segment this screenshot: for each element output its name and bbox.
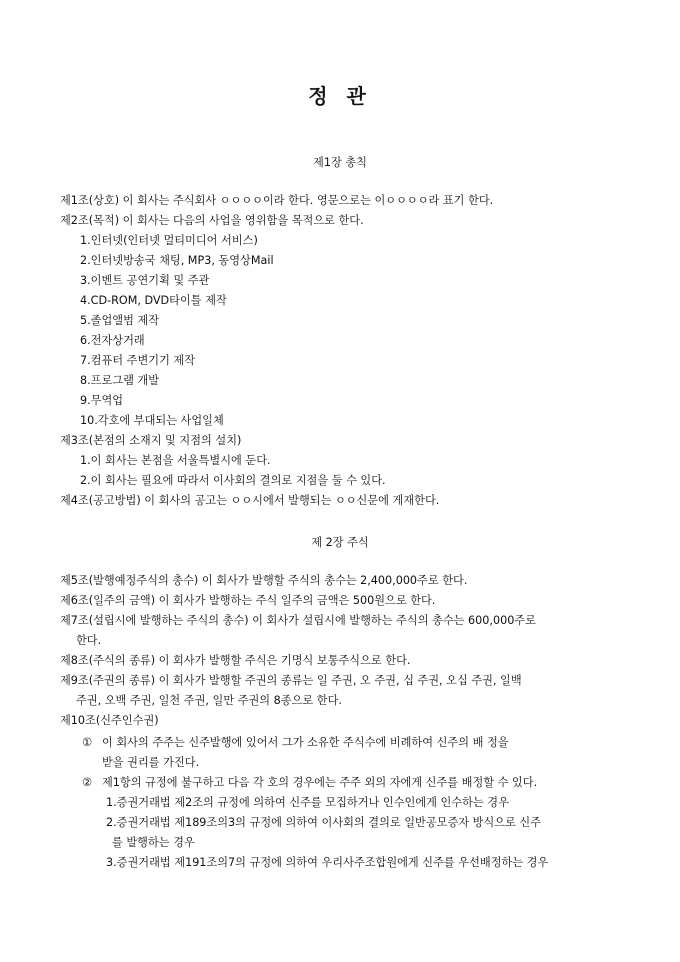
article-6: 제6조(일주의 금액) 이 회사가 발행하는 주식 일주의 금액은 500원으로 한다. <box>60 594 436 607</box>
article-10-subitem-3: 3.증권거래법 제191조의7의 규정에 의하여 우리사주조합원에게 신주를 우선배정하는 경우 <box>106 856 549 869</box>
circled-two-marker: ② <box>82 776 93 789</box>
article-2-item: 9.무역업 <box>80 394 124 407</box>
article-10-subitem-1: 1.증권거래법 제2조의 규정에 의하여 신주를 모집하거나 인수인에게 인수하는 경우 <box>106 796 509 809</box>
article-9-continued: 주권, 오백 주권, 일천 주권, 일만 주권의 8종으로 한다. <box>76 694 342 707</box>
article-10-paragraph-1 <box>82 736 509 750</box>
article-3-item: 1.이 회사는 본점을 서울특별시에 둔다. <box>80 454 271 467</box>
chapter-2-heading: 제 2장 주식 <box>311 536 369 549</box>
article-2-item: 7.컴퓨터 주변기기 제작 <box>80 354 196 367</box>
article-2: 제2조(목적) 이 회사는 다음의 사업을 영위함을 목적으로 한다. <box>60 214 364 227</box>
article-10: 제10조(신주인수권) <box>60 714 159 727</box>
article-5: 제5조(발행예정주식의 총수) 이 회사가 발행할 주식의 총수는 2,400,000주로 한다. <box>60 574 468 587</box>
article-7-continued: 한다. <box>76 634 102 647</box>
article-2-item: 8.프로그램 개발 <box>80 374 160 387</box>
paragraph-2-text: 제1항의 규정에 불구하고 다음 각 호의 경우에는 주주 외의 자에게 신주를 배정할 수 있다. <box>102 776 538 789</box>
article-2-item: 1.인터넷(인터넷 멀티미디어 서비스) <box>80 234 258 247</box>
article-8: 제8조(주식의 종류) 이 회사가 발행할 주식은 기명식 보통주식으로 한다. <box>60 654 411 667</box>
article-10-subitem-2-continued: 를 발행하는 경우 <box>112 836 195 849</box>
article-2-item: 3.이벤트 공연기획 및 주관 <box>80 274 210 287</box>
chapter-1-heading: 제1장 총칙 <box>313 156 367 169</box>
article-2-item: 6.전자상거래 <box>80 334 145 347</box>
article-1: 제1조(상호) 이 회사는 주식회사 ㅇㅇㅇㅇ이라 한다. 영문으로는 이ㅇㅇㅇㅇ라 표기 한다. <box>60 194 494 207</box>
article-2-item: 10.각호에 부대되는 사업일체 <box>80 414 224 427</box>
article-2-item: 5.졸업앨범 제작 <box>80 314 160 327</box>
article-9: 제9조(주권의 종류) 이 회사가 발행할 주권의 종류는 일 주권, 오 주권, 십 주권, 오십 주권, 일백 <box>60 674 522 687</box>
paragraph-1-text: 이 회사의 주주는 신주발행에 있어서 그가 소유한 주식수에 비례하여 신주의 배 정을 <box>102 736 509 749</box>
article-2-item: 2.인터넷방송국 채팅, MP3, 동영상Mail <box>80 254 274 267</box>
circled-one-marker: ① <box>82 736 93 749</box>
article-10-subitem-2: 2.증권거래법 제189조의3의 규정에 의하여 이사회의 결의로 일반공모증자 방식으로 신주 <box>106 816 542 829</box>
article-4: 제4조(공고방법) 이 회사의 공고는 ㅇㅇ시에서 발행되는 ㅇㅇ신문에 게재한다. <box>60 494 440 507</box>
article-10-paragraph-2 <box>82 776 537 790</box>
document-title: 정 관 <box>308 84 372 108</box>
article-3-item: 2.이 회사는 필요에 따라서 이사회의 결의로 지점을 둘 수 있다. <box>80 474 386 487</box>
article-10-paragraph-1-continued: 받을 권리를 가진다. <box>102 756 200 769</box>
article-3: 제3조(본점의 소재지 및 지점의 설치) <box>60 434 242 447</box>
article-2-item: 4.CD-ROM, DVD타이틀 제작 <box>80 294 227 307</box>
article-7: 제7조(설립시에 발행하는 주식의 총수) 이 회사가 설립시에 발행하는 주식의 총수는 600,000주로 <box>60 614 536 627</box>
